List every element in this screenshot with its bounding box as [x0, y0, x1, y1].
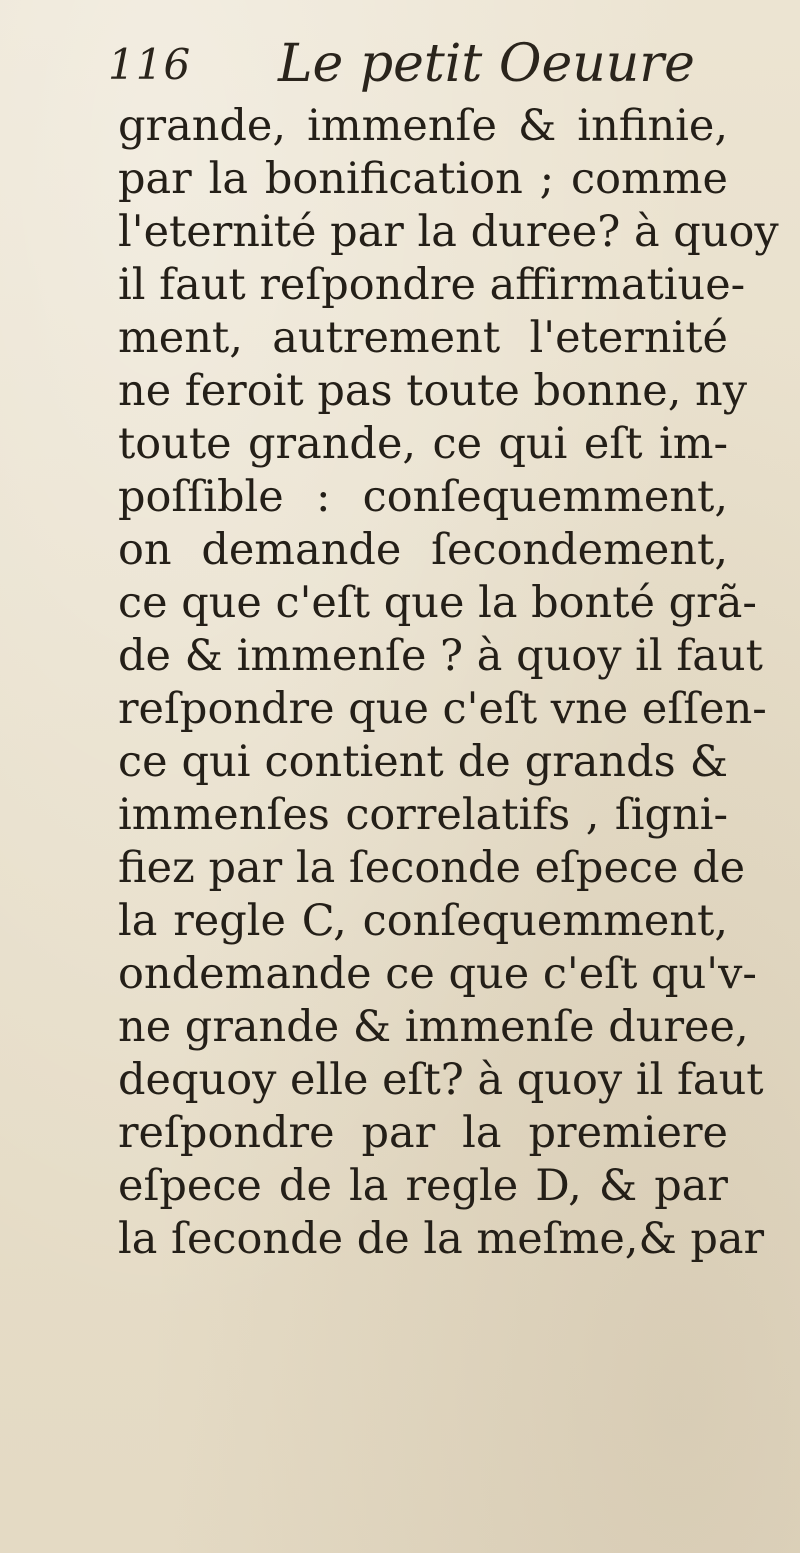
text-line: il faut reſpondre affirmatiue-: [118, 260, 746, 310]
text-line: reſpondre que c'eſt vne eſſen-: [118, 684, 767, 734]
text-line: l'eternité par la duree? à quoy: [118, 207, 779, 257]
text-line: on demande ſecondement,: [118, 525, 728, 575]
text-line: immenſes correlatifs , ſigni-: [118, 790, 728, 840]
body-text: [118, 100, 779, 1266]
text-line: dequoy elle eſt? à quoy il faut: [118, 1055, 764, 1105]
text-line: toute grande, ce qui eſt im-: [118, 419, 728, 469]
text-line: grande, immenſe & infinie,: [118, 101, 728, 151]
page-number: 116: [108, 40, 192, 89]
text-line: eſpece de la regle D, & par: [118, 1161, 728, 1211]
text-line: par la bonification ; comme: [118, 154, 728, 204]
text-line: de & immenſe ? à quoy il faut: [118, 631, 763, 681]
running-title: Le petit Oeuure: [278, 34, 695, 94]
text-line: ondemande ce que c'eſt qu'v-: [118, 949, 757, 999]
text-line: fiez par la ſeconde eſpece de: [118, 843, 746, 893]
text-line: ce qui contient de grands &: [118, 737, 728, 787]
text-line: ment, autrement l'eternité: [118, 313, 728, 363]
text-line: ce que c'eſt que la bonté grã-: [118, 578, 757, 628]
text-line: la regle C, conſequemment,: [118, 896, 728, 946]
text-line: poſſible : conſequemment,: [118, 472, 728, 522]
text-line: reſpondre par la premiere: [118, 1108, 728, 1158]
text-line: ne grande & immenſe duree,: [118, 1002, 749, 1052]
text-line: ne feroit pas toute bonne, ny: [118, 366, 748, 416]
page-header: [108, 28, 708, 98]
text-line: la ſeconde de la meſme,& par: [118, 1214, 765, 1264]
